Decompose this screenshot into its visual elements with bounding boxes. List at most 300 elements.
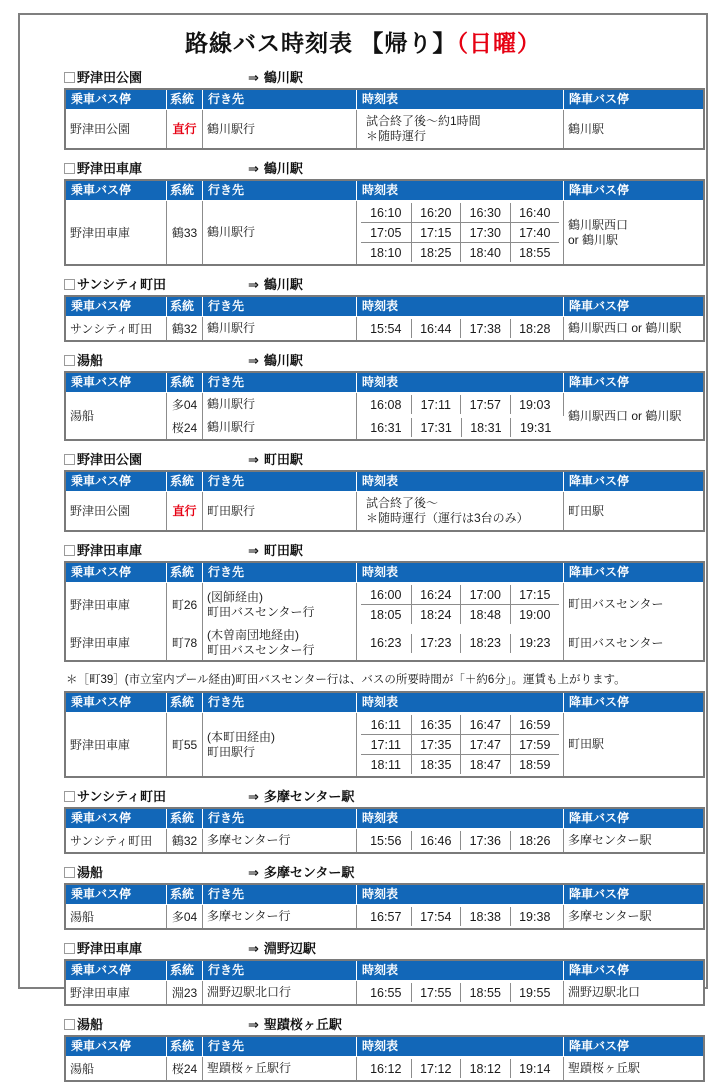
time-value: 18:48 <box>460 604 510 624</box>
service-note: ＊［町39］(市立室内プール経由)町田バスセンター行は、バスの所要時間が「＋約6分」。運賃も上がります。 <box>66 674 626 686</box>
times-cell <box>357 829 564 852</box>
checkbox-icon[interactable] <box>64 72 75 83</box>
origin-label: 湯船 <box>77 1017 104 1032</box>
column-header-destination: 行き先 <box>203 961 357 981</box>
time-value: 16:10 <box>370 205 402 220</box>
time-value: 16:24 <box>411 585 461 604</box>
route-cell: 鶴32 <box>167 829 203 852</box>
column-header-boarding-stop: 乗車バス停 <box>66 961 167 981</box>
time-value: 18:12 <box>460 1059 510 1078</box>
time-value: 18:40 <box>460 242 510 262</box>
destination-label: 鶴川駅 <box>263 161 303 176</box>
destination-label: 多摩センター駅 <box>263 865 355 880</box>
arrow-icon: ⇒ <box>248 1017 259 1032</box>
route-block <box>64 353 696 441</box>
column-header-boarding-stop: 乗車バス停 <box>66 90 167 110</box>
timetable <box>64 88 705 150</box>
times-grid <box>361 831 559 850</box>
boarding-stop-cell: 湯船 <box>66 905 167 928</box>
table-row <box>66 829 703 852</box>
column-header-timetable-times: 時刻表 <box>357 472 564 492</box>
column-header-timetable-times: 時刻表 <box>357 885 564 905</box>
column-header-boarding-stop: 乗車バス停 <box>66 373 167 393</box>
destination-label: 鶴川駅 <box>263 353 303 368</box>
route-cell: 鶴33 <box>167 201 203 264</box>
route-cell: 町55 <box>167 713 203 776</box>
alight-stop-line: 鶴川駅西口 or 鶴川駅 <box>568 321 682 335</box>
column-header-timetable-times: 時刻表 <box>357 563 564 583</box>
times-grid <box>361 983 559 1002</box>
time-value: 16:44 <box>411 319 461 338</box>
destination-cell <box>203 416 357 439</box>
origin-label: サンシティ町田 <box>77 277 166 292</box>
alight-stop-cell <box>564 905 703 928</box>
column-header-boarding-stop: 乗車バス停 <box>66 693 167 713</box>
column-header-destination: 行き先 <box>203 885 357 905</box>
time-value: 16:08 <box>370 397 402 412</box>
column-header-destination: 行き先 <box>203 472 357 492</box>
origin-label: 野津田車庫 <box>77 161 143 176</box>
column-header-timetable-times: 時刻表 <box>357 90 564 110</box>
time-value: 17:59 <box>510 734 560 754</box>
destination-cell <box>203 829 357 852</box>
timetable <box>64 371 705 441</box>
column-header-route-number: 系統 <box>167 885 203 905</box>
times-cell <box>357 583 564 626</box>
time-value: 16:12 <box>370 1061 402 1076</box>
column-header-route-number: 系統 <box>167 961 203 981</box>
origin-group <box>64 353 248 368</box>
destination-line: (本町田経由) <box>207 729 275 744</box>
destination-line: (図師経由) <box>207 589 263 604</box>
column-header-timetable-times: 時刻表 <box>357 809 564 829</box>
time-value: 16:30 <box>460 203 510 222</box>
route-heading <box>64 1017 696 1032</box>
times-grid <box>361 203 559 262</box>
time-value: 18:38 <box>460 907 510 926</box>
route-cell: 鶴32 <box>167 317 203 340</box>
checkbox-icon[interactable] <box>64 545 75 556</box>
checkbox-icon[interactable] <box>64 454 75 465</box>
column-header-alight-stop: 降車バス停 <box>564 181 703 201</box>
times-grid <box>361 907 559 926</box>
time-value: 17:11 <box>361 734 411 754</box>
time-value: 17:36 <box>460 831 510 850</box>
destination-cell <box>203 713 357 776</box>
time-value: 16:23 <box>370 636 402 650</box>
alight-stop-line: 町田バスセンター <box>568 597 664 611</box>
alight-stop-cell <box>564 317 703 340</box>
boarding-stop-cell: サンシティ町田 <box>66 317 167 340</box>
route-cell: 直行 <box>167 492 203 530</box>
column-header-timetable-times: 時刻表 <box>357 693 564 713</box>
origin-label: 野津田車庫 <box>77 941 143 956</box>
time-value: 17:47 <box>460 734 510 754</box>
destination-label: 淵野辺駅 <box>263 941 316 956</box>
column-header-route-number: 系統 <box>167 472 203 492</box>
destination-line: 町田バスセンター行 <box>207 643 315 657</box>
destination-label: 町田駅 <box>263 543 303 558</box>
times-cell <box>357 201 564 264</box>
column-header-route-number: 系統 <box>167 563 203 583</box>
destination-cell <box>203 583 357 626</box>
destination-line: 鶴川駅行 <box>207 420 256 434</box>
time-value: 19:14 <box>510 1059 560 1078</box>
alight-stop-line: 多摩センター駅 <box>568 833 652 847</box>
origin-label: 湯船 <box>77 865 104 880</box>
column-header-boarding-stop: 乗車バス停 <box>66 297 167 317</box>
time-value: 16:55 <box>370 985 402 1000</box>
destination-line: 鶴川駅行 <box>207 121 256 136</box>
alight-stop-cell <box>564 713 703 776</box>
destination-cell <box>203 201 357 264</box>
column-header-timetable-times: 時刻表 <box>357 373 564 393</box>
origin-group <box>64 452 248 467</box>
times-cell <box>357 492 564 530</box>
times-grid <box>361 715 559 774</box>
route-block <box>64 1017 696 1082</box>
times-note <box>361 112 559 146</box>
route-cell: 多04 <box>167 393 203 416</box>
arrow-icon: ⇒ <box>248 543 259 558</box>
destination-line: 鶴川駅行 <box>207 321 256 335</box>
boarding-stop-cell: 湯船 <box>66 1057 167 1080</box>
times-cell <box>357 905 564 928</box>
origin-group <box>64 1017 248 1032</box>
column-header-boarding-stop: 乗車バス停 <box>66 1037 167 1057</box>
time-value: 16:59 <box>510 715 560 734</box>
route-cell: 桜24 <box>167 416 203 439</box>
alight-stop-line: 淵野辺駅北口 <box>568 985 641 999</box>
table-row <box>66 317 703 340</box>
column-header-alight-stop: 降車バス停 <box>564 297 703 317</box>
route-cell: 桜24 <box>167 1057 203 1080</box>
destination-label: 鶴川駅 <box>263 277 303 292</box>
times-cell <box>357 110 564 148</box>
column-header-alight-stop: 降車バス停 <box>564 90 703 110</box>
time-value: 17:35 <box>411 734 461 754</box>
boarding-stop-cell: 野津田車庫 <box>66 713 167 776</box>
page-title <box>30 25 696 58</box>
time-value: 18:55 <box>460 983 510 1002</box>
origin-label: 湯船 <box>77 353 104 368</box>
time-value: 17:38 <box>460 319 510 338</box>
column-header-destination: 行き先 <box>203 90 357 110</box>
time-value: 18:31 <box>461 418 511 437</box>
destination-label: 聖蹟桜ヶ丘駅 <box>263 1017 342 1032</box>
destination-line: (木曽南団地経由) <box>207 628 299 642</box>
table-row <box>66 905 703 928</box>
column-header-boarding-stop: 乗車バス停 <box>66 809 167 829</box>
destination-cell <box>203 317 357 340</box>
time-value: 17:55 <box>411 983 461 1002</box>
timetable <box>64 1035 705 1082</box>
column-header-boarding-stop: 乗車バス停 <box>66 181 167 201</box>
table-row <box>66 201 703 264</box>
time-value: 16:20 <box>411 203 461 222</box>
boarding-stop-cell: 野津田車庫 <box>66 626 167 660</box>
arrow-icon: ⇒ <box>248 865 259 880</box>
column-header-alight-stop: 降車バス停 <box>564 885 703 905</box>
time-value: 19:55 <box>510 983 560 1002</box>
column-header-destination: 行き先 <box>203 563 357 583</box>
column-header-route-number: 系統 <box>167 693 203 713</box>
table-row <box>66 981 703 1004</box>
destination-cell <box>203 393 357 416</box>
time-value: 18:55 <box>510 242 560 262</box>
table-row <box>66 1057 703 1080</box>
origin-group <box>64 543 248 558</box>
origin-group <box>64 161 248 176</box>
page-title-main: 路線バス時刻表 【帰り】 <box>185 30 457 56</box>
origin-label: 野津田公園 <box>77 452 143 467</box>
times-cell <box>357 416 564 439</box>
destination-cell <box>203 626 357 660</box>
route-block <box>64 543 696 662</box>
table-row <box>66 583 703 626</box>
times-grid <box>361 634 559 653</box>
destination-line: 多摩センター行 <box>207 909 291 923</box>
destination-line: 鶴川駅行 <box>207 397 256 411</box>
route-heading <box>64 941 696 956</box>
route-heading <box>64 789 696 804</box>
time-value: 17:00 <box>460 585 510 604</box>
destination-line: 淵野辺駅北口行 <box>207 985 292 999</box>
time-value: 17:57 <box>460 395 510 414</box>
alight-stop-cell <box>564 393 703 439</box>
route-heading <box>64 161 696 176</box>
time-value: 18:25 <box>411 242 461 262</box>
timetable-page <box>18 13 708 1076</box>
column-header-boarding-stop: 乗車バス停 <box>66 472 167 492</box>
column-header-route-number: 系統 <box>167 373 203 393</box>
route-heading <box>64 452 696 467</box>
time-value: 18:26 <box>510 831 560 850</box>
alight-stop-cell <box>564 829 703 852</box>
time-value: 19:38 <box>510 907 560 926</box>
arrow-icon: ⇒ <box>248 941 259 956</box>
column-header-route-number: 系統 <box>167 1037 203 1057</box>
table-row <box>66 110 703 148</box>
times-note-line: ＊随時運行 <box>366 129 427 143</box>
alight-stop-cell <box>564 492 703 530</box>
alight-stop-cell <box>564 583 703 626</box>
destination-cell <box>203 110 357 148</box>
column-header-destination: 行き先 <box>203 373 357 393</box>
arrow-icon: ⇒ <box>248 789 259 804</box>
origin-group <box>64 277 248 292</box>
column-header-timetable-times: 時刻表 <box>357 961 564 981</box>
times-note-line: ＊随時運行（運行は3台のみ） <box>366 511 529 525</box>
destination-cell <box>203 905 357 928</box>
route-heading <box>64 353 696 368</box>
column-header-destination: 行き先 <box>203 693 357 713</box>
time-value: 17:23 <box>411 634 461 653</box>
boarding-stop-cell: 湯船 <box>66 393 167 439</box>
time-value: 16:31 <box>370 420 402 435</box>
column-header-alight-stop: 降車バス停 <box>564 373 703 393</box>
time-value: 17:11 <box>411 395 461 414</box>
column-header-boarding-stop: 乗車バス停 <box>66 885 167 905</box>
destination-line: 聖蹟桜ヶ丘駅行 <box>207 1061 292 1075</box>
route-block <box>64 161 696 266</box>
time-value: 18:35 <box>411 754 461 774</box>
origin-label: 野津田車庫 <box>77 543 143 558</box>
boarding-stop-cell: 野津田車庫 <box>66 583 167 626</box>
times-cell <box>357 981 564 1004</box>
times-cell <box>357 393 564 416</box>
destination-line: 鶴川駅行 <box>207 225 256 239</box>
timetable <box>64 959 705 1006</box>
alight-stop-line: 町田駅 <box>568 503 605 518</box>
destination-line: 町田駅行 <box>207 744 256 759</box>
time-value: 17:05 <box>361 222 411 242</box>
route-block <box>64 277 696 342</box>
time-value: 16:11 <box>370 717 401 732</box>
alight-stop-cell <box>564 626 703 660</box>
time-value: 17:40 <box>510 222 560 242</box>
time-value: 19:03 <box>510 395 560 414</box>
column-header-route-number: 系統 <box>167 809 203 829</box>
checkbox-icon[interactable] <box>64 163 75 174</box>
time-value: 18:47 <box>460 754 510 774</box>
origin-group <box>64 70 248 85</box>
checkbox-icon[interactable] <box>64 355 75 366</box>
time-value: 18:28 <box>510 319 560 338</box>
arrow-icon: ⇒ <box>248 452 259 467</box>
alight-stop-line: or 鶴川駅 <box>568 232 619 247</box>
origin-group <box>64 941 248 956</box>
route-block <box>64 70 696 150</box>
route-block <box>64 673 696 778</box>
time-value: 18:59 <box>510 754 560 774</box>
origin-group <box>64 789 248 804</box>
time-value: 17:15 <box>411 222 461 242</box>
alight-stop-cell <box>564 110 703 148</box>
time-value: 18:23 <box>460 634 510 653</box>
times-cell <box>357 1057 564 1080</box>
origin-label: 野津田公園 <box>77 70 143 85</box>
time-value: 19:23 <box>510 634 560 653</box>
column-header-timetable-times: 時刻表 <box>357 297 564 317</box>
alight-stop-line: 多摩センター駅 <box>568 909 652 923</box>
time-value: 17:15 <box>510 585 560 604</box>
destination-cell <box>203 981 357 1004</box>
time-value: 17:30 <box>460 222 510 242</box>
column-header-route-number: 系統 <box>167 297 203 317</box>
origin-label: サンシティ町田 <box>77 789 166 804</box>
time-value: 19:00 <box>510 604 560 624</box>
checkbox-icon[interactable] <box>64 867 75 878</box>
alight-stop-line: 町田駅 <box>568 737 605 751</box>
time-value: 15:56 <box>370 833 402 848</box>
column-header-destination: 行き先 <box>203 181 357 201</box>
column-header-alight-stop: 降車バス停 <box>564 961 703 981</box>
arrow-icon: ⇒ <box>248 277 259 292</box>
origin-group <box>64 865 248 880</box>
arrow-icon: ⇒ <box>248 353 259 368</box>
page-title-day: （日曜） <box>456 30 541 56</box>
time-value: 17:31 <box>411 418 461 437</box>
boarding-stop-cell: 野津田公園 <box>66 110 167 148</box>
destination-line: 多摩センター行 <box>207 833 291 847</box>
time-value: 18:10 <box>361 242 411 262</box>
timetable <box>64 295 705 342</box>
alight-stop-cell <box>564 1057 703 1080</box>
destination-cell <box>203 492 357 530</box>
table-row <box>66 393 703 416</box>
route-block <box>64 452 696 532</box>
route-heading <box>64 543 696 558</box>
time-value: 16:46 <box>411 831 461 850</box>
column-header-alight-stop: 降車バス停 <box>564 809 703 829</box>
column-header-destination: 行き先 <box>203 809 357 829</box>
boarding-stop-cell: 野津田公園 <box>66 492 167 530</box>
times-cell <box>357 626 564 660</box>
checkbox-icon[interactable] <box>64 1019 75 1030</box>
time-value: 16:35 <box>411 715 461 734</box>
time-value: 16:57 <box>370 909 402 924</box>
alight-stop-cell <box>564 201 703 264</box>
timetable-blocks <box>64 70 696 1082</box>
column-header-timetable-times: 時刻表 <box>357 181 564 201</box>
column-header-alight-stop: 降車バス停 <box>564 472 703 492</box>
route-heading <box>64 70 696 85</box>
times-grid <box>361 418 560 437</box>
alight-stop-line: 聖蹟桜ヶ丘駅 <box>568 1061 641 1075</box>
time-value: 19:31 <box>510 418 560 437</box>
destination-label: 多摩センター駅 <box>263 789 355 804</box>
time-value: 15:54 <box>370 321 402 336</box>
timetable <box>64 561 705 662</box>
times-note <box>361 494 559 528</box>
route-heading <box>64 865 696 880</box>
column-header-timetable-times: 時刻表 <box>357 1037 564 1057</box>
timetable <box>64 691 705 778</box>
time-value: 17:54 <box>411 907 461 926</box>
route-cell: 町26 <box>167 583 203 626</box>
table-row <box>66 492 703 530</box>
column-header-alight-stop: 降車バス停 <box>564 693 703 713</box>
arrow-icon: ⇒ <box>248 161 259 176</box>
route-cell: 直行 <box>167 110 203 148</box>
route-block <box>64 865 696 930</box>
alight-stop-cell <box>564 981 703 1004</box>
arrow-icon: ⇒ <box>248 70 259 85</box>
route-cell: 町78 <box>167 626 203 660</box>
route-cell: 淵23 <box>167 981 203 1004</box>
times-cell <box>357 713 564 776</box>
checkbox-icon[interactable] <box>64 279 75 290</box>
time-value: 16:47 <box>460 715 510 734</box>
boarding-stop-cell: 野津田車庫 <box>66 981 167 1004</box>
timetable <box>64 807 705 854</box>
column-header-destination: 行き先 <box>203 1037 357 1057</box>
times-note-line: 試合終了後～ <box>366 496 439 510</box>
time-value: 18:05 <box>361 604 411 624</box>
column-header-route-number: 系統 <box>167 181 203 201</box>
checkbox-icon[interactable] <box>64 791 75 802</box>
boarding-stop-cell: 野津田車庫 <box>66 201 167 264</box>
time-value: 18:24 <box>411 604 461 624</box>
alight-stop-line: 町田バスセンター <box>568 635 664 650</box>
column-header-alight-stop: 降車バス停 <box>564 563 703 583</box>
column-header-route-number: 系統 <box>167 90 203 110</box>
time-value: 16:00 <box>370 587 402 602</box>
checkbox-icon[interactable] <box>64 943 75 954</box>
time-value: 16:40 <box>510 203 560 222</box>
destination-cell <box>203 1057 357 1080</box>
